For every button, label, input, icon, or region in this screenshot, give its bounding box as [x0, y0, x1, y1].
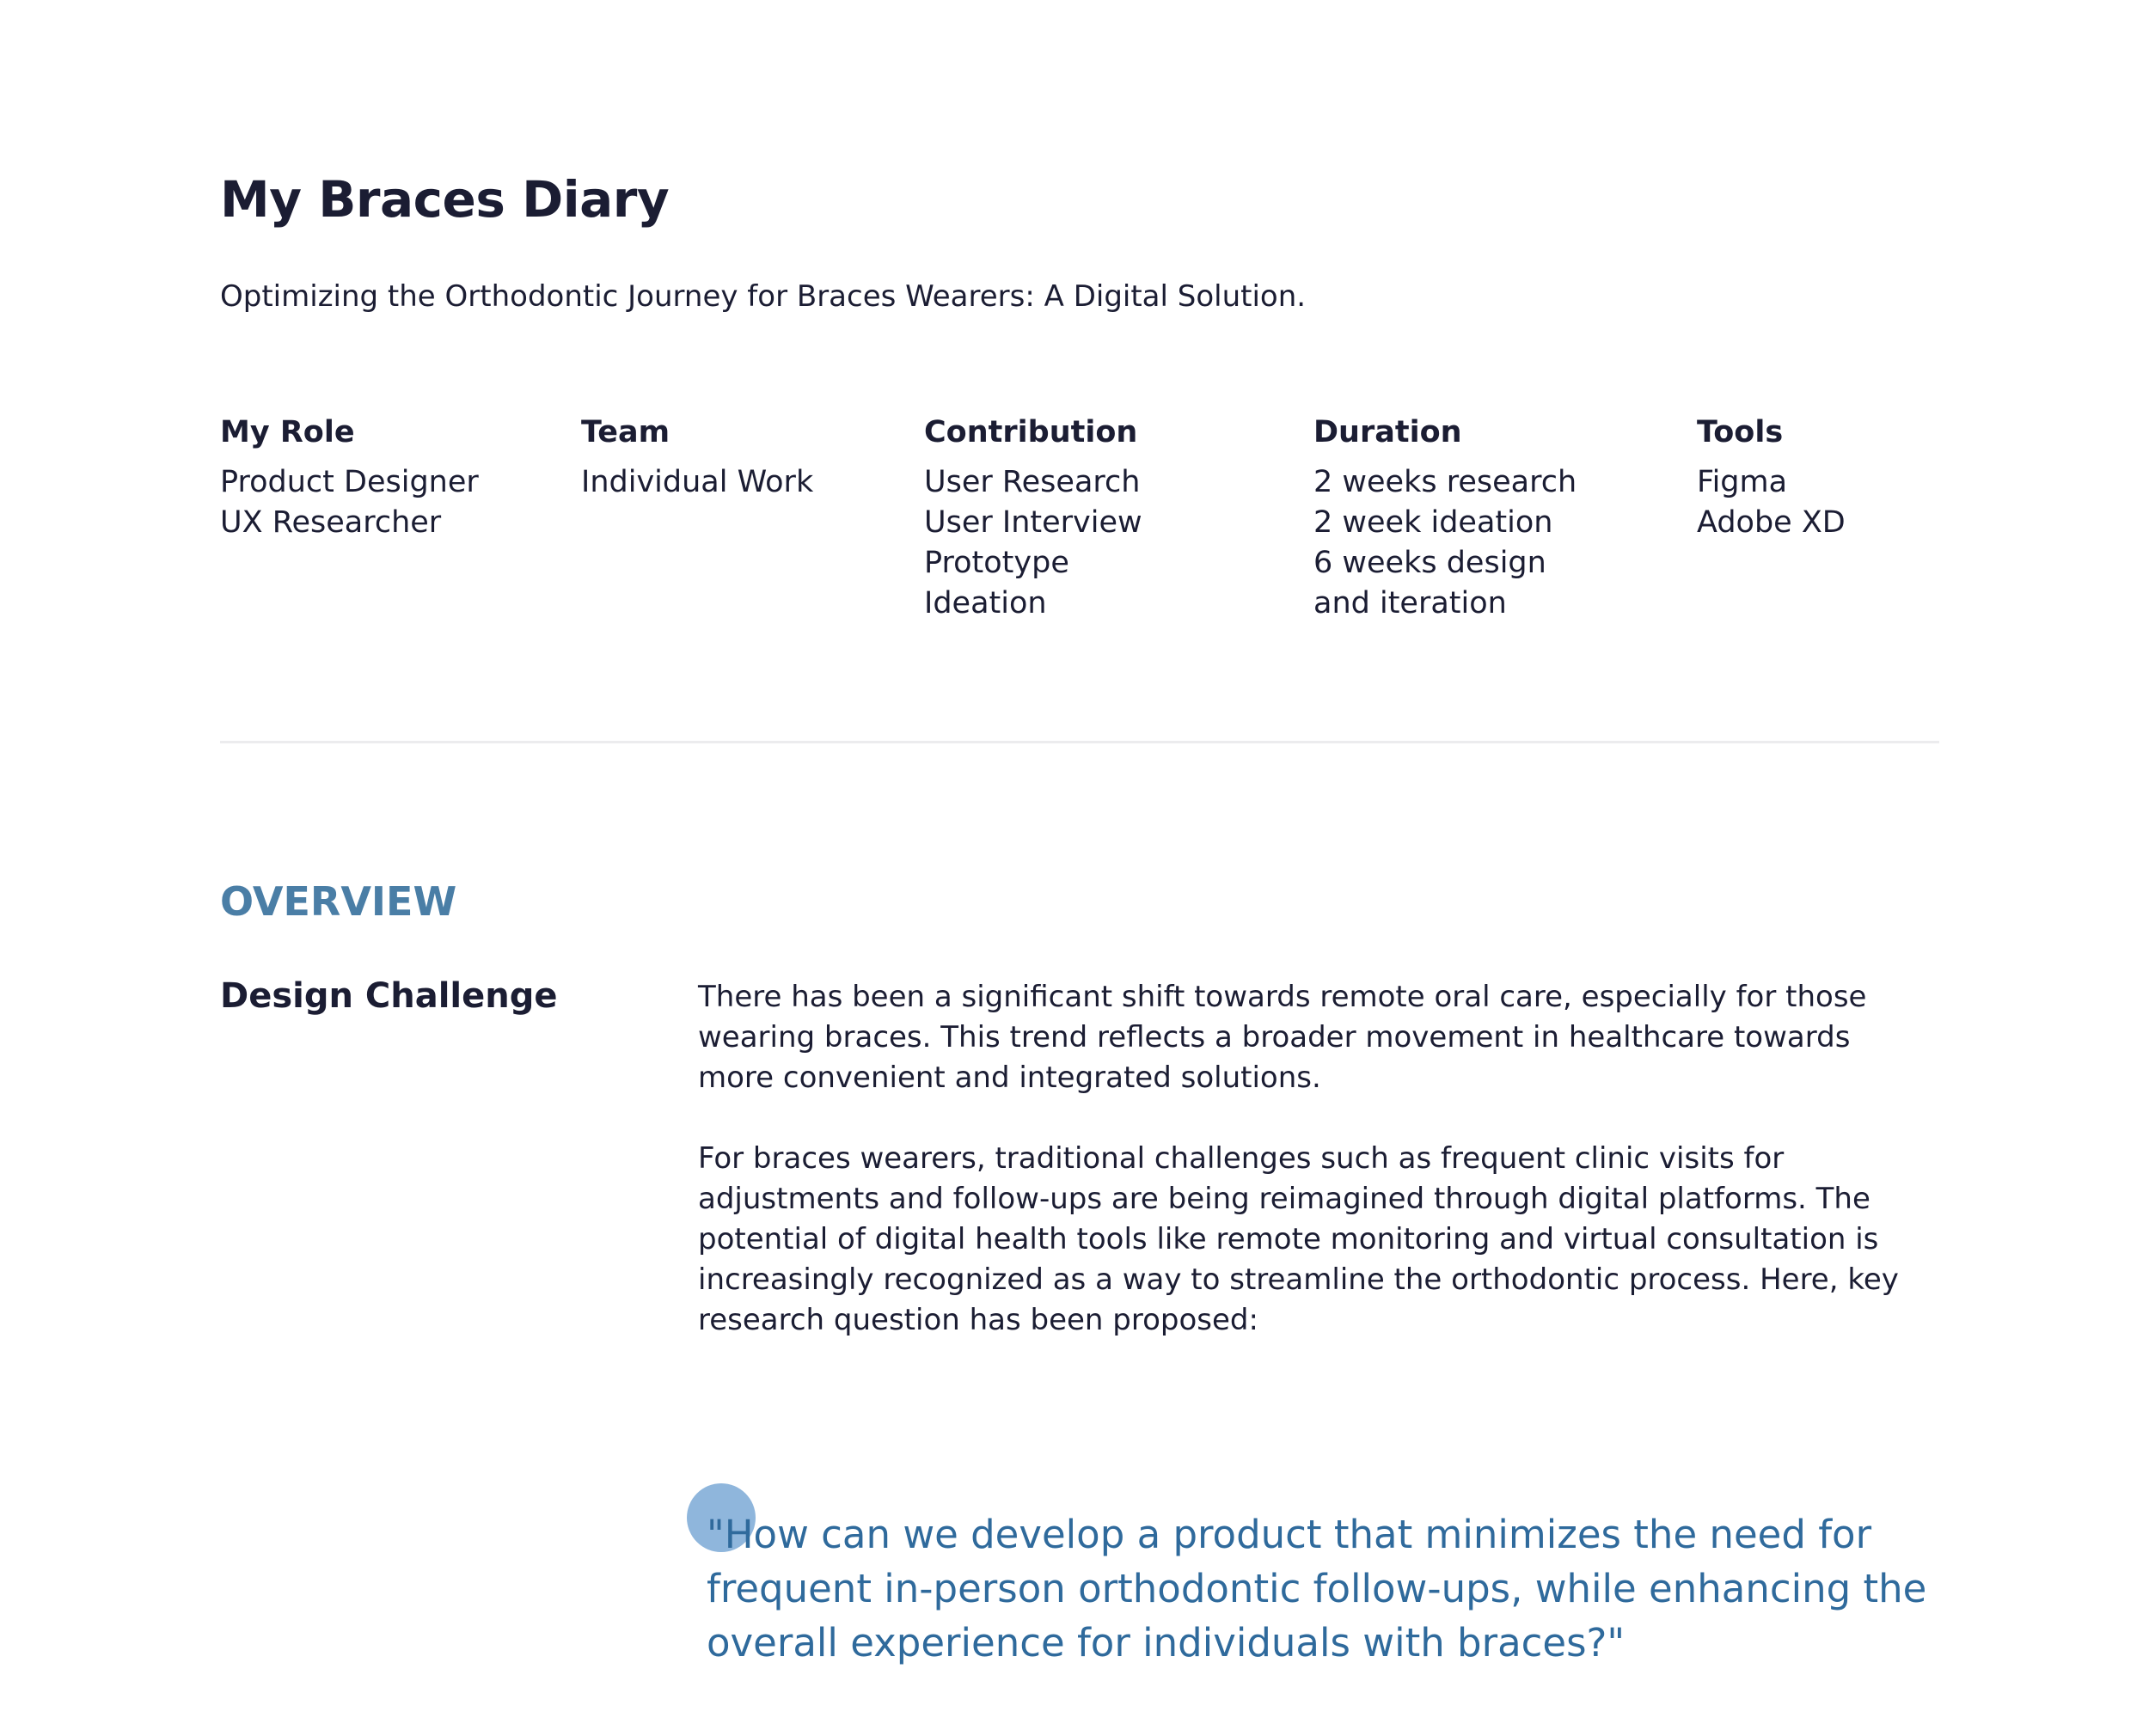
meta-heading-tools: Tools: [1697, 415, 1784, 449]
meta-column-team: [581, 413, 813, 503]
meta-item: Product Designer: [220, 465, 479, 499]
research-question-text: "How can we develop a product that minimizes the need for frequent in-person orthodontic follow-ups, while enhancing the overall experience for individuals with braces?": [707, 1512, 1927, 1666]
page-subtitle: Optimizing the Orthodontic Journey for Braces Wearers: A Digital Solution.: [220, 279, 1307, 314]
design-challenge-heading: Design Challenge: [220, 976, 558, 1016]
meta-column-duration: [1313, 413, 1577, 624]
meta-item: Adobe XD: [1697, 505, 1846, 540]
meta-column-contribution: [924, 413, 1142, 624]
meta-item: Figma: [1697, 465, 1788, 499]
overview-section-label: OVERVIEW: [220, 878, 457, 925]
meta-item: 2 week ideation: [1313, 505, 1553, 540]
meta-item: Prototype: [924, 546, 1069, 580]
meta-column-role: [220, 413, 479, 543]
challenge-paragraph: For braces wearers, traditional challenges such as frequent clinic visits for adjustments and follow-ups are being reimagined through digital platforms. The potential of digital health tools like remote monitoring and virtual consultation is increasingly recognized as a way to streamline the orthodontic process. Here, key research question has been proposed:: [698, 1141, 1899, 1337]
meta-item: User Research: [924, 465, 1141, 499]
page-title: My Braces Diary: [220, 170, 670, 229]
meta-column-tools: [1697, 413, 1846, 543]
meta-heading-team: Team: [581, 415, 670, 449]
meta-heading-role: My Role: [220, 415, 355, 449]
section-divider: [220, 741, 1939, 743]
meta-item: 2 weeks research: [1313, 465, 1577, 499]
meta-item: UX Researcher: [220, 505, 442, 540]
design-challenge-body: [698, 977, 1919, 1381]
meta-heading-contribution: Contribution: [924, 415, 1138, 449]
meta-heading-duration: Duration: [1313, 415, 1462, 449]
meta-item: Ideation: [924, 586, 1047, 620]
challenge-paragraph: There has been a significant shift towards remote oral care, especially for those wearing braces. This trend reflects a broader movement in healthcare towards more convenient and integrated solutions.: [698, 980, 1867, 1095]
case-study-page: [220, 0, 1939, 1736]
meta-item: User Interview: [924, 505, 1142, 540]
meta-item: and iteration: [1313, 586, 1507, 620]
meta-item: Individual Work: [581, 465, 814, 499]
meta-item: 6 weeks design: [1313, 546, 1546, 580]
